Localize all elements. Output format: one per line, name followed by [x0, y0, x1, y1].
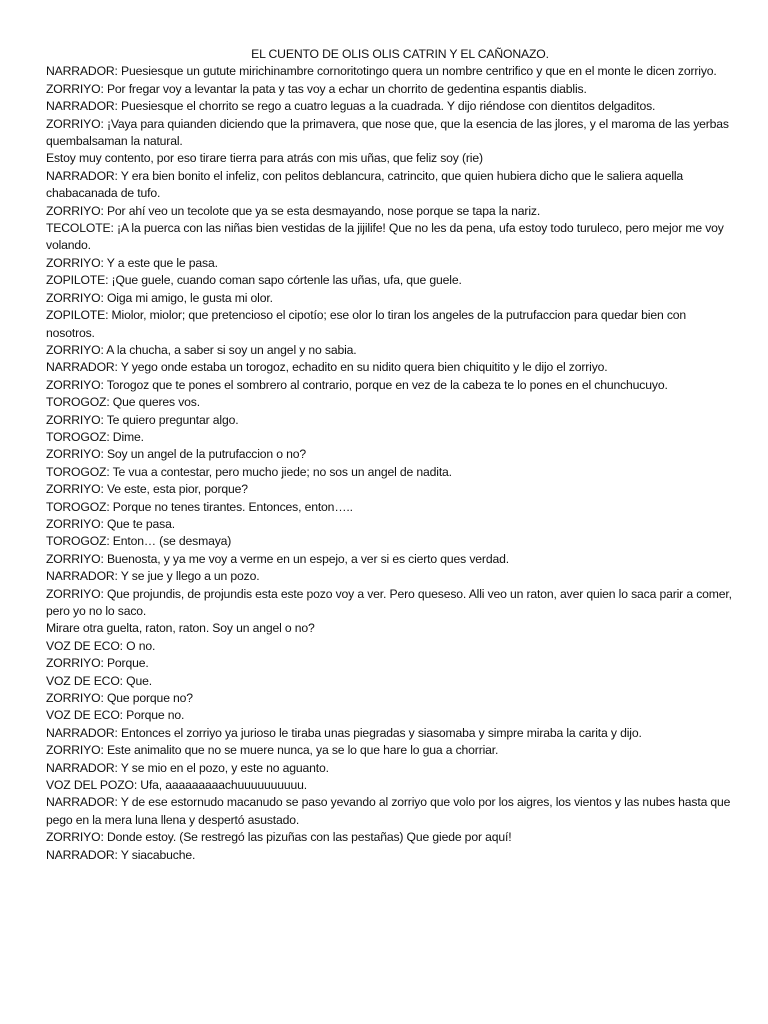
dialogue-line: ZORRIYO: Donde estoy. (Se restregó las pizuñas con las pestañas) Que giede por aquí! — [46, 830, 512, 845]
dialogue-line: VOZ DEL POZO: Ufa, aaaaaaaaachuuuuuuuuuu. — [46, 778, 308, 793]
dialogue-line: ZORRIYO: Oiga mi amigo, le gusta mi olor. — [46, 290, 273, 305]
dialogue-text — [46, 63, 736, 864]
dialogue-line: VOZ DE ECO: Porque no. — [46, 708, 185, 723]
dialogue-line: VOZ DE ECO: Que. — [46, 673, 152, 688]
dialogue-line: ZORRIYO: Soy un angel de la putrufaccion o no? — [46, 447, 307, 462]
dialogue-line: ZOPILOTE: Miolor, miolor; que pretencioso el cipotío; ese olor lo tiran los angeles de la putrufaccion para quedar bien con nosotros. — [46, 308, 687, 340]
dialogue-line: Estoy muy contento, por eso tirare tierra para atrás con mis uñas, que feliz soy (rie) — [46, 151, 483, 166]
dialogue-line: NARRADOR: Puesiesque el chorrito se rego a cuatro leguas a la cuadrada. Y dijo riéndose con dientitos delgaditos. — [46, 99, 656, 114]
dialogue-line: ZORRIYO: Torogoz que te pones el sombrero al contrario, porque en vez de la cabeza te lo pones en el chunchucuyo. — [46, 377, 668, 392]
dialogue-line: NARRADOR: Y siacabuche. — [46, 847, 196, 862]
dialogue-line: ZORRIYO: Que projundis, de projundis esta este pozo voy a ver. Pero queseso. Alli veo un raton, aver quien lo saca parir a comer, pero yo no lo saco. — [46, 586, 732, 618]
dialogue-line: NARRADOR: Y de ese estornudo macanudo se paso yevando al zorriyo que volo por los aigres, los vientos y las nubes hasta que pego en la mera luna llena y despertó asustado. — [46, 795, 731, 827]
dialogue-line: TECOLOTE: ¡A la puerca con las niñas bien vestidas de la jijilife! Que no les da pena, ufa estoy todo turuleco, pero mejor me voy volando. — [46, 221, 724, 253]
dialogue-line: ZORRIYO: Te quiero preguntar algo. — [46, 412, 239, 427]
dialogue-line: NARRADOR: Y se jue y llego a un pozo. — [46, 569, 260, 584]
dialogue-line: ZORRIYO: Buenosta, y ya me voy a verme en un espejo, a ver si es cierto ques verdad. — [46, 551, 509, 566]
dialogue-line: NARRADOR: Y era bien bonito el infeliz, con pelitos deblancura, catrincito, que quien hubiera dicho que le saliera aquella chabacanada de tufo. — [46, 168, 684, 201]
dialogue-line: TOROGOZ: Que queres vos. — [46, 395, 200, 410]
dialogue-line: VOZ DE ECO: O no. — [46, 638, 156, 653]
dialogue-line: TOROGOZ: Te vua a contestar, pero mucho jiede; no sos un angel de nadita. — [46, 464, 452, 479]
dialogue-line: ZORRIYO: Que porque no? — [46, 691, 193, 706]
dialogue-line: TOROGOZ: Dime. — [46, 429, 144, 444]
dialogue-line: ZORRIYO: Este animalito que no se muere nunca, ya se lo que hare lo gua a chorriar. — [46, 743, 499, 758]
dialogue-line: ZORRIYO: Porque. — [46, 656, 149, 671]
dialogue-line: NARRADOR: Puesiesque un gutute mirichinambre cornoritotingo quera un nombre centrifico y que en el monte le dicen zorriyo. — [46, 64, 717, 79]
document-body — [46, 46, 736, 864]
dialogue-line: ZOPILOTE: ¡Que guele, cuando coman sapo córtenle las uñas, ufa, que guele. — [46, 273, 462, 288]
dialogue-line: TOROGOZ: Porque no tenes tirantes. Entonces, enton….. — [46, 499, 353, 514]
dialogue-line: NARRADOR: Entonces el zorriyo ya jurioso le tiraba unas piegradas y siasomaba y simpre miraba la carita y dijo. — [46, 725, 642, 740]
dialogue-line: ZORRIYO: Que te pasa. — [46, 516, 175, 531]
dialogue-line: ZORRIYO: A la chucha, a saber si soy un angel y no sabia. — [46, 342, 357, 357]
dialogue-line: TOROGOZ: Enton… (se desmaya) — [46, 534, 232, 549]
dialogue-line: ZORRIYO: Y a este que le pasa. — [46, 255, 218, 270]
dialogue-line: ZORRIYO: Por fregar voy a levantar la pata y tas voy a echar un chorrito de gedentina espantis diablis. — [46, 81, 587, 96]
dialogue-line: ZORRIYO: ¡Vaya para quianden diciendo que la primavera, que nose que, que la esencia de las jlores, y el maroma de las yerbas quembalsaman la natural. — [46, 116, 729, 149]
document-title: EL CUENTO DE OLIS OLIS CATRIN Y EL CAÑONAZO. — [251, 47, 549, 61]
dialogue-line: ZORRIYO: Por ahí veo un tecolote que ya se esta desmayando, nose porque se tapa la nariz. — [46, 203, 541, 218]
dialogue-line: NARRADOR: Y yego onde estaba un torogoz, echadito en su nidito quera bien chiquitito y le dijo el zorriyo. — [46, 360, 608, 375]
dialogue-line: Mirare otra guelta, raton, raton. Soy un angel o no? — [46, 621, 315, 636]
dialogue-line: ZORRIYO: Ve este, esta pior, porque? — [46, 482, 248, 497]
dialogue-line: NARRADOR: Y se mio en el pozo, y este no aguanto. — [46, 760, 329, 775]
